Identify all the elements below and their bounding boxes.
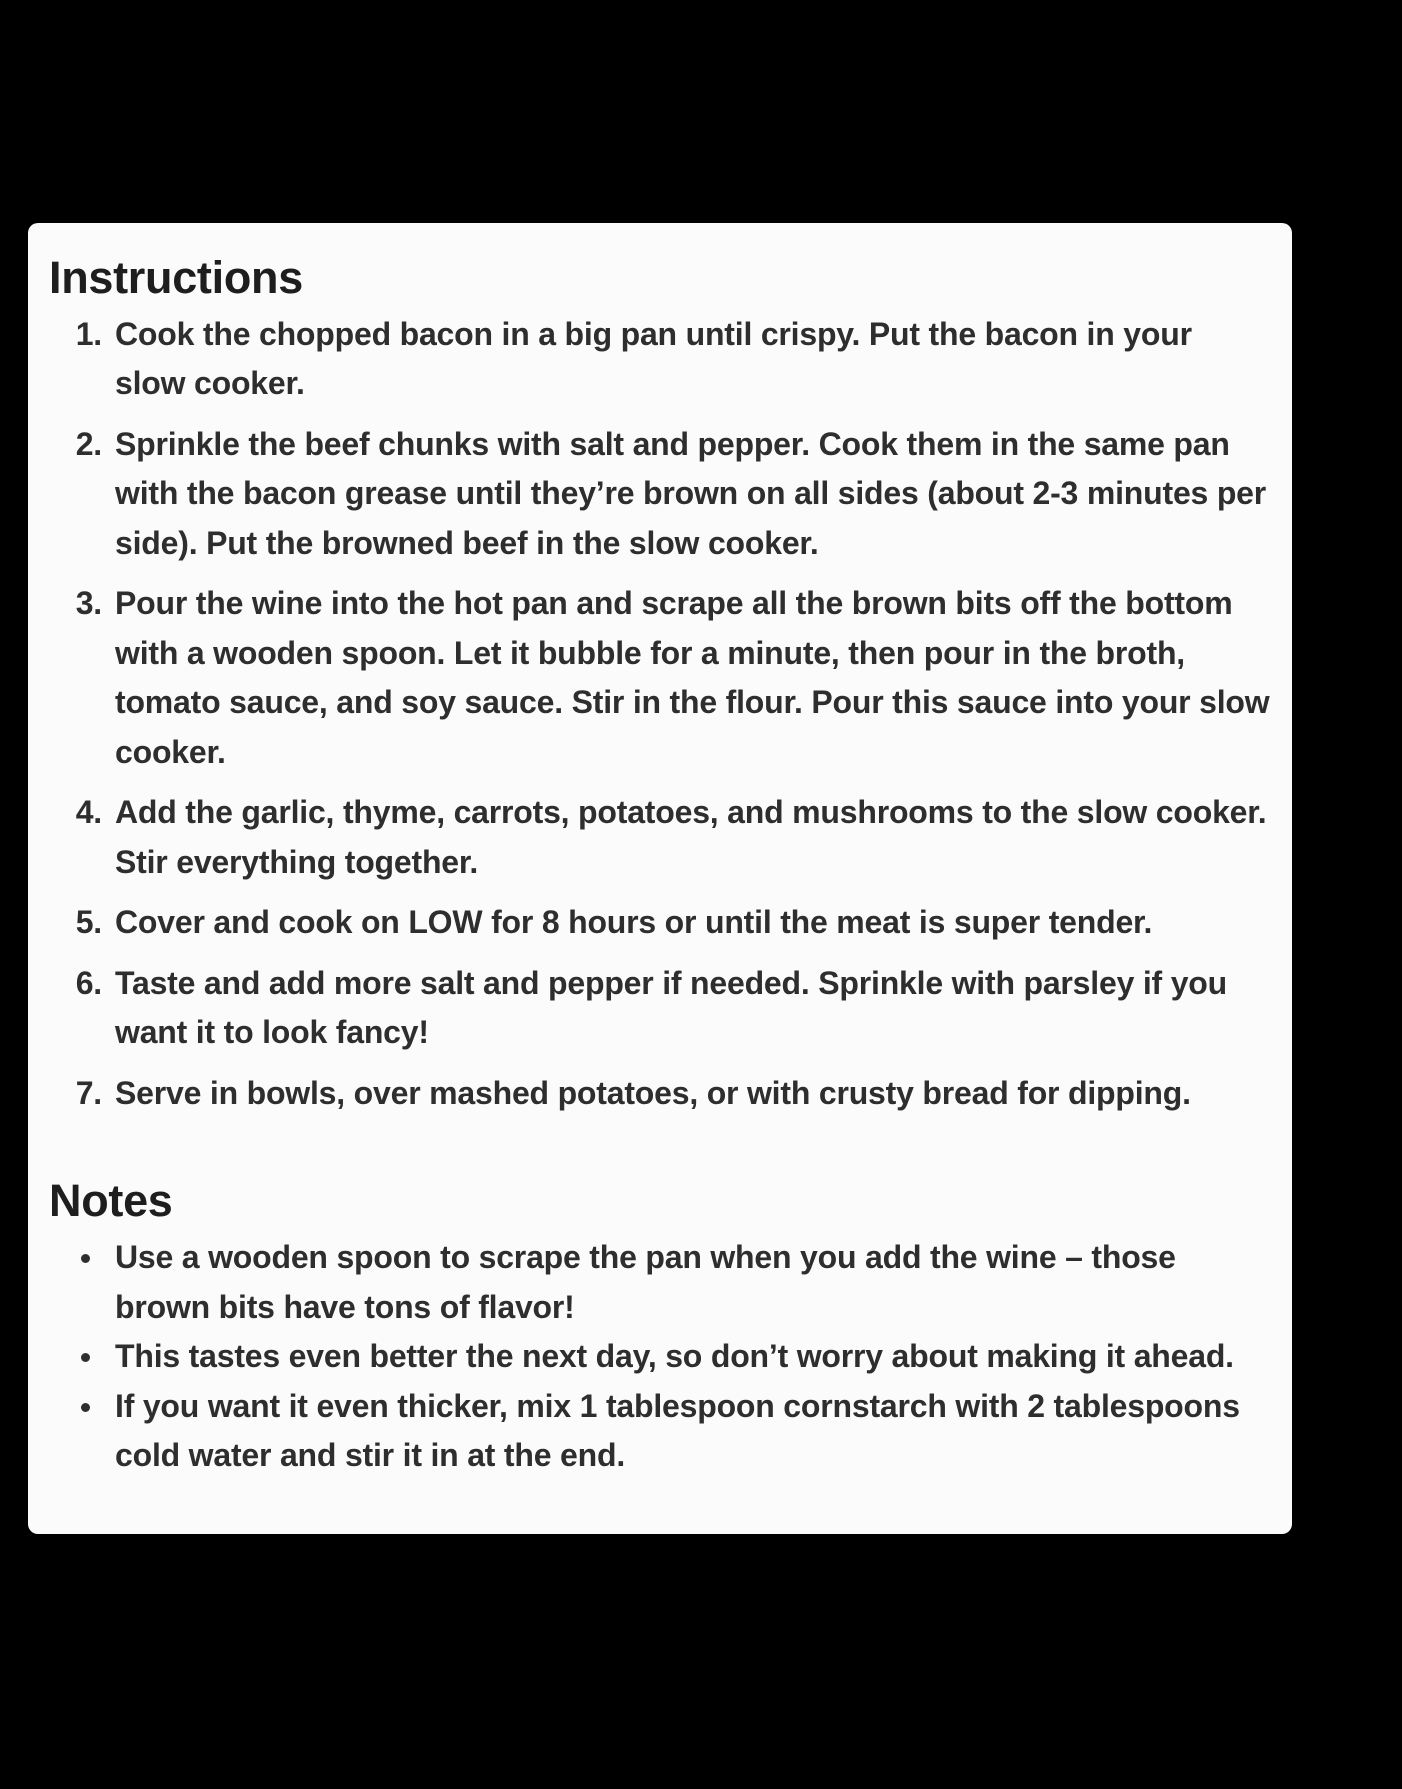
instructions-list [49,310,1270,1119]
bullet-icon [81,1403,90,1412]
step-number: 4. [75,794,102,831]
note-item [49,1233,1270,1332]
notes-list [49,1233,1270,1481]
step-text: Sprinkle the beef chunks with salt and pepper. Cook them in the same pan with the bacon grease until they’re brown on all sides (about 2-3 minutes per side). Put the browned beef in the slow cooker. [115,425,1267,561]
step-number: 6. [75,964,102,1001]
step-number: 5. [75,904,102,941]
instruction-step [49,898,1270,948]
step-text: Serve in bowls, over mashed potatoes, or with crusty bread for dipping. [115,1074,1191,1111]
step-number: 1. [75,315,102,352]
instructions-heading: Instructions [49,252,303,303]
step-text: Taste and add more salt and pepper if needed. Sprinkle with parsley if you want it to look fancy! [115,964,1227,1051]
step-number: 3. [75,585,102,622]
note-item [49,1332,1270,1382]
instruction-step [49,579,1270,777]
note-text: Use a wooden spoon to scrape the pan when you add the wine – those brown bits have tons of flavor! [115,1239,1176,1325]
bullet-icon [81,1353,90,1362]
step-text: Pour the wine into the hot pan and scrape all the brown bits off the bottom with a wooden spoon. Let it bubble for a minute, then pour in the broth, tomato sauce, and soy sauce. Stir in the flour. Pour this sauce into your slow cooker. [115,585,1270,770]
note-text: This tastes even better the next day, so don’t worry about making it ahead. [115,1338,1234,1375]
step-number: 7. [75,1074,102,1111]
instruction-step [49,310,1270,409]
note-item [49,1382,1270,1481]
instruction-step [49,788,1270,887]
instruction-step [49,959,1270,1058]
notes-heading: Notes [49,1175,173,1227]
step-text: Cover and cook on LOW for 8 hours or until the meat is super tender. [115,904,1153,941]
step-text: Cook the chopped bacon in a big pan until crispy. Put the bacon in your slow cooker. [115,315,1192,402]
step-text: Add the garlic, thyme, carrots, potatoes, and mushrooms to the slow cooker. Stir everything together. [115,794,1267,880]
instruction-step [49,1069,1270,1119]
bullet-icon [81,1254,90,1263]
note-text: If you want it even thicker, mix 1 tablespoon cornstarch with 2 tablespoons cold water and stir it in at the end. [115,1387,1240,1474]
recipe-card [28,223,1292,1534]
step-number: 2. [75,425,102,462]
instruction-step [49,420,1270,569]
